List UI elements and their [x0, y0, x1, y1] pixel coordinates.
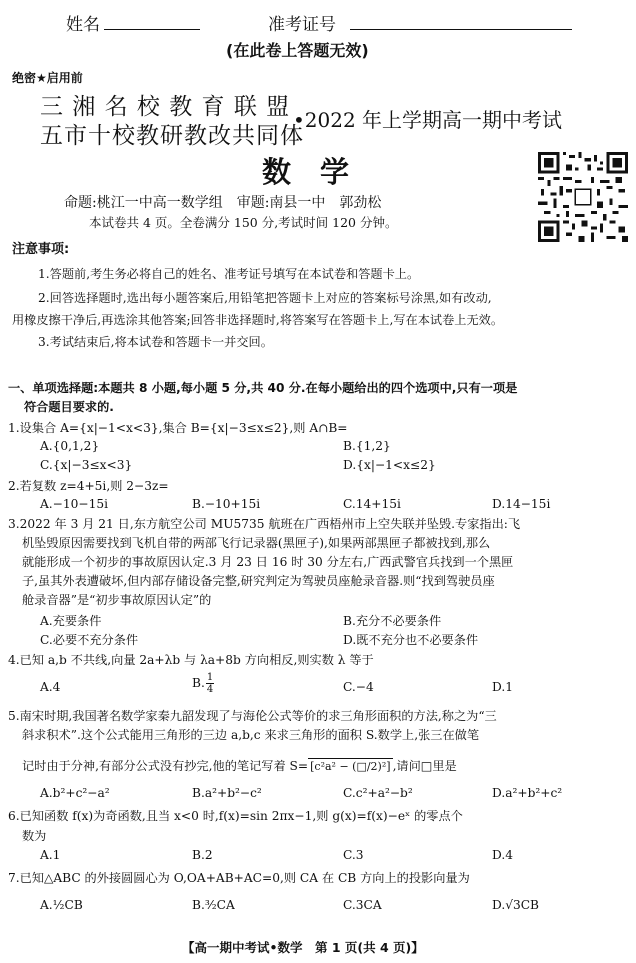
q3-line-5: 舱录音器”是“初步事故原因认定”的	[22, 593, 212, 607]
q3-option-a: A.充要条件	[40, 614, 102, 628]
q2-option-c: C.14+15i	[343, 497, 401, 511]
notice-item-1: 1.答题前,考生务必将自己的姓名、准考证号填写在本试卷和答题卡上。	[38, 267, 420, 281]
q1-option-a: A.{0,1,2}	[40, 439, 100, 453]
q2-option-a: A.−10−15i	[40, 497, 109, 511]
q7-option-b: B.³⁄₂CA	[192, 898, 235, 912]
q7-stem: 7.已知△ABC 的外接圆圆心为 O,OA+AB+AC=0,则 CA 在 CB 方向上的投影向量为	[8, 871, 470, 885]
q3-option-c: C.必要不充分条件	[40, 633, 139, 647]
q5-option-b: B.a²+b²−c²	[192, 786, 262, 800]
q1-option-d: D.{x|−1<x≤2}	[343, 458, 436, 472]
q5-option-a: A.b²+c²−a²	[40, 786, 110, 800]
q4-option-d: D.1	[492, 680, 513, 694]
q2-stem: 2.若复数 z=4+5i,则 2−3z=	[8, 479, 169, 493]
q7-option-c: C.3CA	[343, 898, 382, 912]
q5-line-3	[22, 758, 457, 775]
q4-option-b-prefix: B.	[192, 676, 205, 690]
q1-stem: 1.设集合 A={x|−1<x<3},集合 B={x|−3≤x≤2},则 A∩B=	[8, 421, 348, 435]
q2-option-d: D.14−15i	[492, 497, 551, 511]
org-line-2: 五市十校教研教改共同体	[40, 123, 304, 149]
secret-mark: 绝密★启用前	[12, 71, 83, 85]
q5-formula: [c²a² − (□/2)²]	[310, 760, 391, 773]
id-label: 准考证号	[268, 15, 336, 35]
section-header: 一、单项选择题:本题共 8 小题,每小题 5 分,共 40 分.在每小题给出的四个选项中,只有一项是	[8, 381, 518, 395]
qr-code-image	[538, 152, 628, 242]
notice-item-2-cont: 用橡皮擦干净后,再选涂其他答案;回答非选择题时,将答案写在答题卡上,写在本试卷上无效。	[12, 313, 504, 327]
q5-option-c: C.c²+a²−b²	[343, 786, 413, 800]
q3-line-1: 3.2022 年 3 月 21 日,东方航空公司 MU5735 航班在广西梧州市上空失联并坠毁.专家指出:飞	[8, 517, 521, 531]
q4-option-a: A.4	[40, 680, 61, 694]
q6-option-d: D.4	[492, 848, 513, 862]
q5-line-1: 5.南宋时期,我国著名数学家秦九韶发现了与海伦公式等价的求三角形面积的方法,称之为“三	[8, 709, 497, 723]
notice-item-2: 2.回答选择题时,选出每小题答案后,用铅笔把答题卡上对应的答案标号涂黑,如有改动,	[38, 291, 492, 305]
q5-line-2: 斜求积术”.这个公式能用三角形的三边 a,b,c 来求三角形的面积 S.数学上,张三在做笔	[22, 728, 480, 742]
page-footer: 【高一期中考试•数学 第 1 页(共 4 页)】	[182, 940, 424, 955]
name-label: 姓名	[66, 15, 100, 35]
q7-option-d: D.√3CB	[492, 898, 540, 912]
q2-option-b: B.−10+15i	[192, 497, 261, 511]
id-blank	[350, 28, 572, 30]
q6-option-b: B.2	[192, 848, 213, 862]
notice-item-3: 3.考试结束后,将本试卷和答题卡一并交回。	[38, 335, 273, 349]
q5-line-3-end: ,请问□里是	[392, 759, 457, 773]
q4-stem: 4.已知 a,b 不共线,向量 2a+λb 与 λa+8b 方向相反,则实数 λ 等于	[8, 653, 374, 667]
name-blank	[104, 28, 200, 30]
q4-option-c: C.−4	[343, 680, 374, 694]
q6-line-1: 6.已知函数 f(x)为奇函数,且当 x<0 时,f(x)=sin 2πx−1,则 g(x)=f(x)−eˣ 的零点个	[8, 809, 463, 823]
q5-option-d: D.a²+b²+c²	[492, 786, 563, 800]
q3-option-b: B.充分不必要条件	[343, 614, 442, 628]
q1-option-b: B.{1,2}	[343, 439, 391, 453]
q1-option-c: C.{x|−3≤x<3}	[40, 458, 133, 472]
q6-line-2: 数为	[22, 829, 47, 843]
q3-line-3: 就能形成一个初步的事故原因认定.3 月 23 日 16 时 30 分左右,广西武警官兵找到一个黑匣	[22, 555, 514, 569]
exam-info: 本试卷共 4 页。全卷满分 150 分,考试时间 120 分钟。	[89, 215, 398, 230]
q4-option-b-fraction: $\frac{1}{4}$	[206, 672, 214, 695]
q7-option-a: A.½CB	[40, 898, 83, 912]
invalid-note: (在此卷上答题无效)	[226, 41, 369, 60]
q4-option-b	[192, 672, 215, 695]
exam-title: •2022 年上学期高一期中考试	[293, 108, 563, 132]
section-header-cont: 符合题目要求的.	[24, 400, 114, 414]
q3-option-d: D.既不充分也不必要条件	[343, 633, 479, 647]
notice-title: 注意事项:	[12, 242, 70, 257]
subject-title: 数 学	[262, 155, 350, 189]
q3-line-2: 机坠毁原因需要找到飞机自带的两部飞行记录器(黑匣子),如果两部黑匣子都被找到,那么	[22, 536, 491, 550]
authors-line: 命题:桃江一中高一数学组 审题:南县一中 郭劲松	[64, 195, 382, 211]
q3-line-4: 子,虽其外表遭破坏,但内部存储设备完整,研究判定为驾驶员座舱录音器.则“找到驾驶员座	[22, 574, 495, 588]
q6-option-c: C.3	[343, 848, 364, 862]
q6-option-a: A.1	[40, 848, 61, 862]
q5-line-3-start: 记时由于分神,有部分公式没有抄完,他的笔记写着 S=	[22, 759, 309, 773]
org-line-1: 三 湘 名 校 教 育 联 盟	[40, 94, 291, 120]
